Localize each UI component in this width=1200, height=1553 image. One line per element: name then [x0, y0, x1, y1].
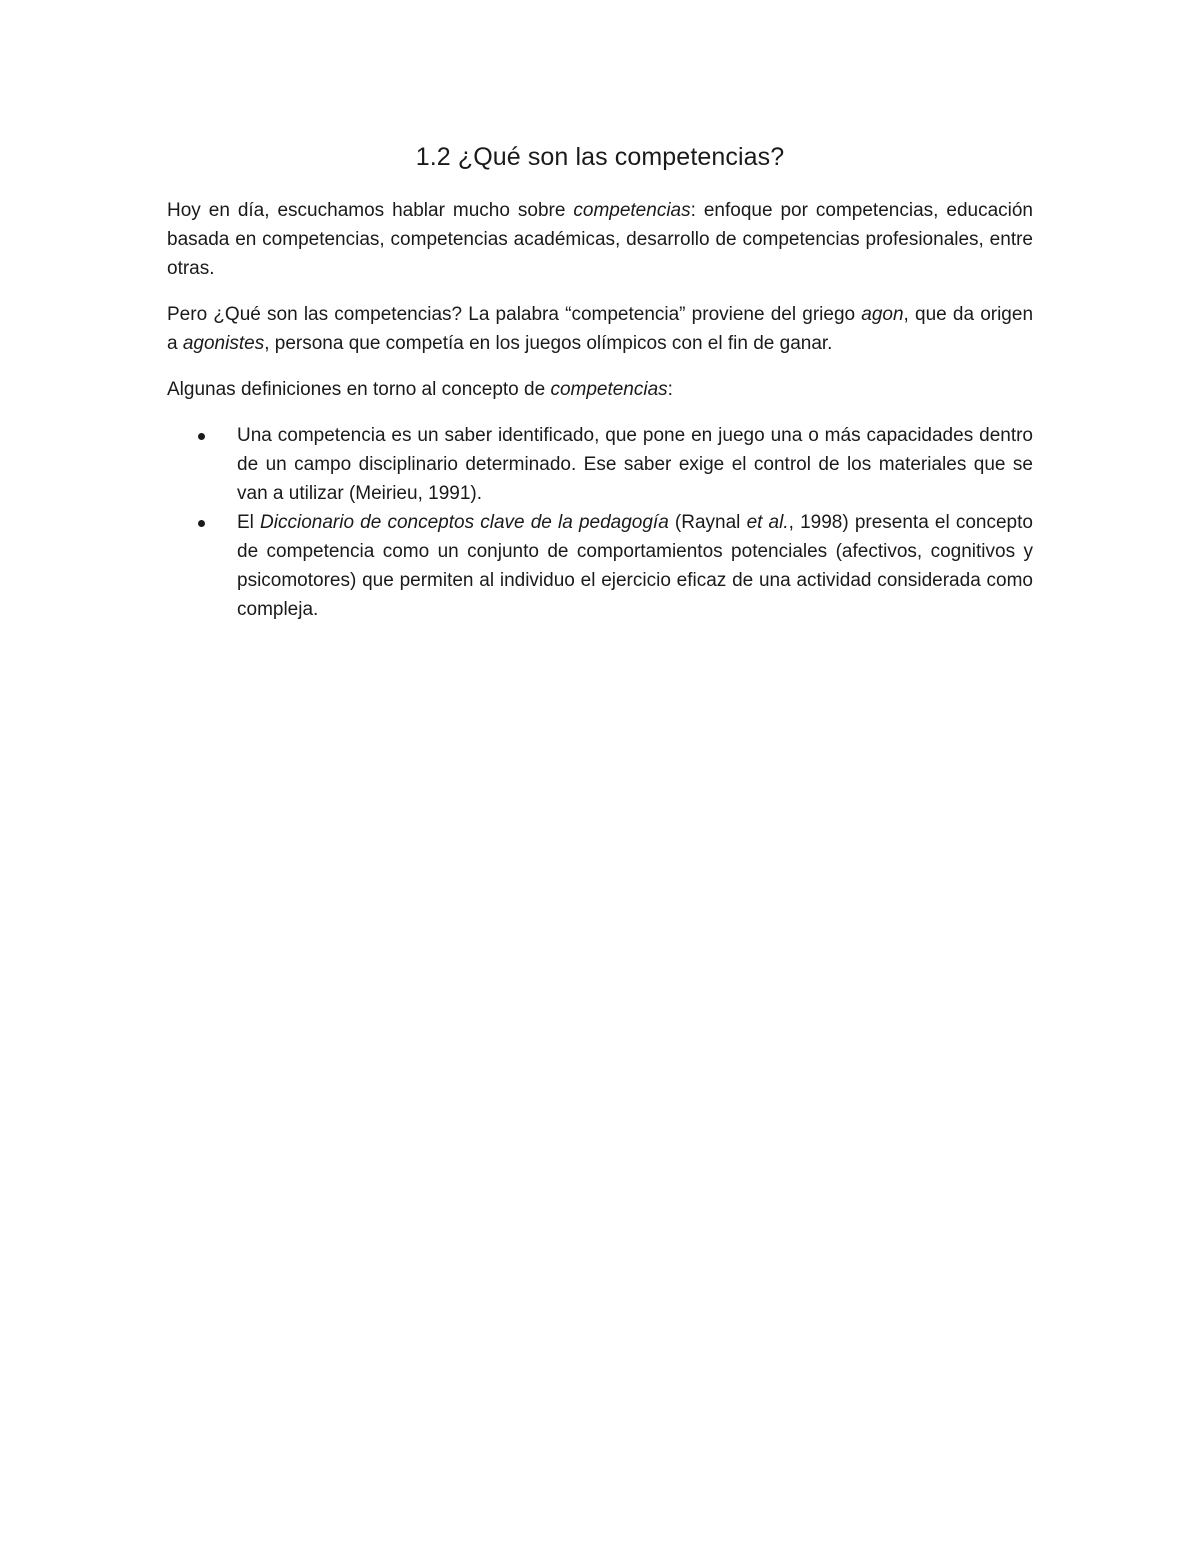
etymology-text-1: Pero ¿Qué son las competencias? La palabra “competencia” proviene del griego: [167, 304, 862, 325]
list-item: [167, 508, 1033, 624]
intro-text-end: : enfoque por competencias, educación basada en competencias, competencias académicas, desarrollo de competencias profesionales, entre otras.: [167, 200, 1033, 279]
etymology-term-agon: agon: [861, 304, 904, 325]
list-item: [167, 421, 1033, 508]
etymology-term-agonistes: agonistes: [182, 333, 265, 354]
document-body: [167, 140, 1033, 624]
etymology-text-2: , que da origen a: [167, 304, 1034, 354]
intro-paragraph: [167, 196, 1033, 283]
list-item-book-title: Diccionario de conceptos clave de la pedagogía: [260, 512, 669, 533]
section-heading: 1.2 ¿Qué son las competencias?: [415, 143, 785, 171]
list-item-text-start: El: [237, 512, 261, 533]
etymology-text-3: , persona que competía en los juegos olímpicos con el fin de ganar.: [264, 333, 833, 354]
definitions-intro-paragraph: [167, 375, 1033, 404]
list-item-text: Una competencia es un saber identificado, que pone en juego una o más capacidades dentro de un campo disciplinario determinado. Ese saber exige el control de los materiales que se van a utilizar (Meirieu, 1991).: [237, 425, 1033, 504]
etymology-paragraph: [167, 300, 1033, 358]
definitions-intro-colon: :: [667, 379, 673, 400]
definitions-list: [167, 421, 1033, 624]
bullet-icon: [198, 520, 205, 527]
list-item-text-end: , 1998) presenta el concepto de competencia como un conjunto de comportamientos potenciales (afectivos, cognitivos y psicomotores) que permiten al individuo el ejercicio eficaz de una actividad considerada como compleja.: [237, 512, 1033, 620]
list-item-et-al: et al.: [746, 512, 789, 533]
bullet-icon: [198, 433, 205, 440]
intro-italic-term: competencias: [573, 200, 691, 221]
list-item-citation-start: (Raynal: [668, 512, 747, 533]
intro-text-start: Hoy en día, escuchamos hablar mucho sobre: [167, 200, 574, 221]
definitions-intro-text: Algunas definiciones en torno al concepto de: [167, 379, 551, 400]
definitions-intro-italic-term: competencias: [550, 379, 668, 400]
